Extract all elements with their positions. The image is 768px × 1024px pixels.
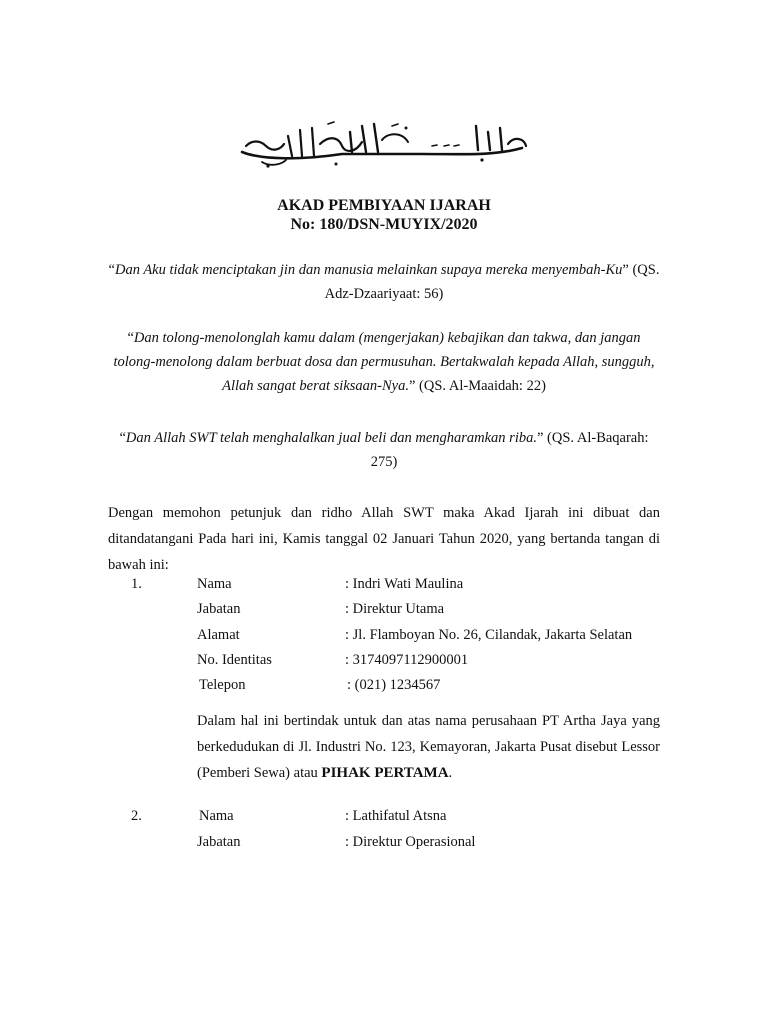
field-label: Nama	[197, 576, 232, 592]
field-value: : Indri Wati Maulina	[345, 576, 464, 592]
party2-row-nama	[0, 808, 768, 832]
quote-text: Dan Allah SWT telah menghalalkan jual beli dan mengharamkan riba.	[125, 430, 537, 446]
quote-reference: (QS. Al-Baqarah: 275)	[370, 430, 649, 470]
field-label: Alamat	[197, 627, 240, 643]
statement-text: Dalam hal ini bertindak untuk dan atas nama perusahaan PT Artha Jaya yang berkedudukan di Jl. Industri No. 123, Kemayoran, Jakarta Pusat disebut Lessor (Pemberi Sewa) atau	[197, 713, 660, 781]
quote-open-mark: “	[119, 430, 126, 446]
quote-text: Dan tolong-menolonglah kamu dalam (mengerjakan) kebajikan dan takwa, dan jangan tolong-menolong dalam berbuat dosa dan permusuhan. Bertakwalah kepada Allah, sungguh, Allah sangat berat siksaan-Nya.	[113, 330, 655, 394]
quote-reference: (QS. Adz-Dzaariyaat: 56)	[324, 262, 660, 302]
party1-row-telepon	[0, 677, 768, 701]
party1-statement	[197, 708, 660, 786]
quote-al-maaidah	[108, 326, 660, 398]
bismillah-calligraphy	[232, 116, 532, 168]
field-value: : Lathifatul Atsna	[345, 808, 447, 824]
party2-number: 2.	[131, 808, 142, 824]
field-label: Jabatan	[197, 834, 241, 850]
field-value: : 3174097112900001	[345, 652, 469, 668]
field-value: : Jl. Flamboyan No. 26, Cilandak, Jakarta Selatan	[345, 627, 633, 643]
quote-text: Dan Aku tidak menciptakan jin dan manusia melainkan supaya mereka menyembah-Ku	[114, 262, 623, 278]
quote-adz-dzaariyaat	[108, 258, 660, 306]
quote-close-mark: ”	[536, 430, 544, 446]
party-role-label: PIHAK PERTAMA	[321, 765, 449, 781]
document-title: AKAD PEMBIYAAN IJARAH	[277, 197, 491, 214]
field-value: : Direktur Operasional	[345, 834, 476, 850]
quote-open-mark: “	[127, 330, 134, 346]
party1-row-alamat	[0, 627, 768, 651]
field-value: : Direktur Utama	[345, 601, 445, 617]
statement-end: .	[448, 765, 453, 781]
field-label: Jabatan	[197, 601, 241, 617]
quote-close-mark: ”	[408, 378, 416, 394]
quote-reference: (QS. Al-Maaidah: 22)	[415, 378, 546, 394]
party2-row-jabatan	[0, 834, 768, 858]
field-label: Telepon	[199, 677, 246, 693]
quote-open-mark: “	[108, 262, 115, 278]
party1-number: 1.	[131, 576, 142, 592]
quote-al-baqarah	[108, 426, 660, 474]
party1-row-identitas	[0, 652, 768, 676]
document-number: No: 180/DSN-MUYIX/2020	[290, 216, 478, 233]
field-value: : (021) 1234567	[347, 677, 441, 693]
quote-close-mark: ”	[622, 262, 629, 278]
party1-row-nama	[0, 576, 768, 600]
field-label: Nama	[199, 808, 234, 824]
field-label: No. Identitas	[197, 652, 272, 668]
intro-paragraph: Dengan memohon petunjuk dan ridho Allah SWT maka Akad Ijarah ini dibuat dan ditandatangani Pada hari ini, Kamis tanggal 02 Januari Tahun 2020, yang bertanda tangan di bawah ini:	[108, 505, 660, 573]
party1-row-jabatan	[0, 601, 768, 625]
